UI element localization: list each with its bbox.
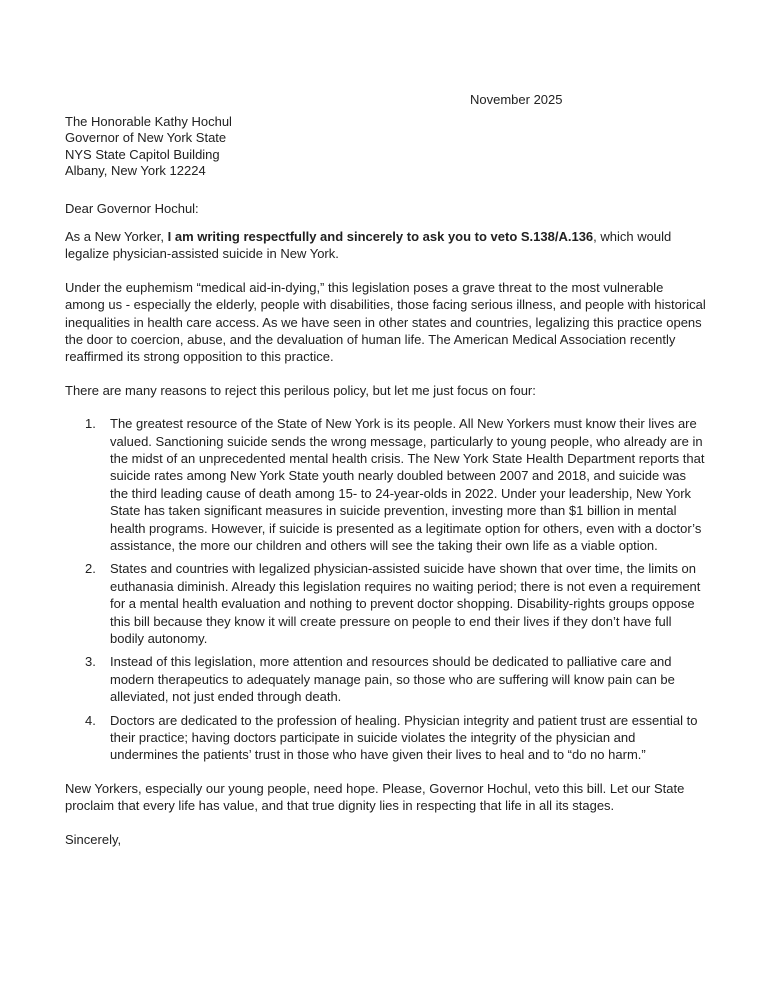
list-text: States and countries with legalized physician-assisted suicide have shown that over time, the limits on euthanasia diminish. Already this legislation requires no waiting period; there is not even a requirement for a mental health evaluation and nothing to prevent doctor shopping. Disability-rights groups oppose this bill because they know it will create pressure on people to end their lives if they don’t have full bodily autonomy. (110, 561, 701, 647)
list-item-reason-2 (65, 560, 706, 647)
opening-bold-request: I am writing respectfully and sincerely to ask you to veto S.138/A.136 (167, 228, 594, 244)
recipient-building: NYS State Capitol Building (65, 146, 220, 162)
list-item-reason-3 (65, 653, 706, 705)
opening-paragraph (65, 228, 706, 263)
list-text: Doctors are dedicated to the profession of healing. Physician integrity and patient trust are essential to their practice; having doctors participate in suicide violates the integrity of the physician and undermines the patients’ trust in those who have given their lives to heal and to “do no harm.” (110, 712, 698, 763)
signoff: Sincerely, (65, 831, 122, 847)
list-number: 2. (85, 561, 96, 577)
opening-prefix: As a New Yorker, (65, 228, 168, 244)
recipient-address (65, 114, 706, 180)
letter-date: November 2025 (470, 92, 563, 107)
list-number: 3. (85, 654, 96, 670)
list-number: 1. (85, 416, 96, 432)
opening-suffix: , which would legalize physician-assisted suicide in New York. (65, 228, 672, 262)
recipient-title: Governor of New York State (65, 130, 227, 145)
paragraph-reasons-intro: There are many reasons to reject this perilous policy, but let me just focus on four: (65, 382, 536, 398)
recipient-city: Albany, New York 12224 (65, 163, 206, 178)
reasons-list (65, 415, 706, 764)
closing-paragraph: New Yorkers, especially our young people, need hope. Please, Governor Hochul, veto this bill. Let our State proclaim that every life has value, and that true dignity lies in respecting that life in all its stages. (65, 780, 685, 814)
salutation: Dear Governor Hochul: (65, 200, 199, 216)
list-item-reason-1 (65, 415, 706, 554)
recipient-name: The Honorable Kathy Hochul (65, 113, 232, 129)
list-number: 4. (85, 712, 96, 728)
paragraph-euphemism: Under the euphemism “medical aid-in-dying,” this legislation poses a grave threat to the most vulnerable among us - especially the elderly, people with disabilities, those facing serious illness, and people with historical inequalities in health care access. As we have seen in other states and countries, legalizing this practice opens the door to coercion, abuse, and the devaluation of human life. The American Medical Association recently reaffirmed its strong opposition to this practice. (65, 279, 706, 365)
list-text: The greatest resource of the State of New York is its people. All New Yorkers must know their lives are valued. Sanctioning suicide sends the wrong message, particularly to young people, who already are in the midst of an unprecedented mental health crisis. The New York State Health Department reports that suicide rates among New York State youth nearly doubled between 2007 and 2018, and suicide was the third leading cause of death among 15- to 24-year-olds in 2022. Under your leadership, New York State has taken significant measures in suicide prevention, investing more than $1 billion in mental health programs. However, if suicide is presented as a legitimate option for others, even with a doctor’s assistance, the more our children and others will see the taking their own life as a viable option. (110, 416, 705, 553)
list-item-reason-4 (65, 712, 706, 764)
list-text: Instead of this legislation, more attention and resources should be dedicated to palliative care and modern therapeutics to adequately manage pain, so those who are suffering will know pain can be alleviated, not just ended through death. (110, 654, 675, 705)
